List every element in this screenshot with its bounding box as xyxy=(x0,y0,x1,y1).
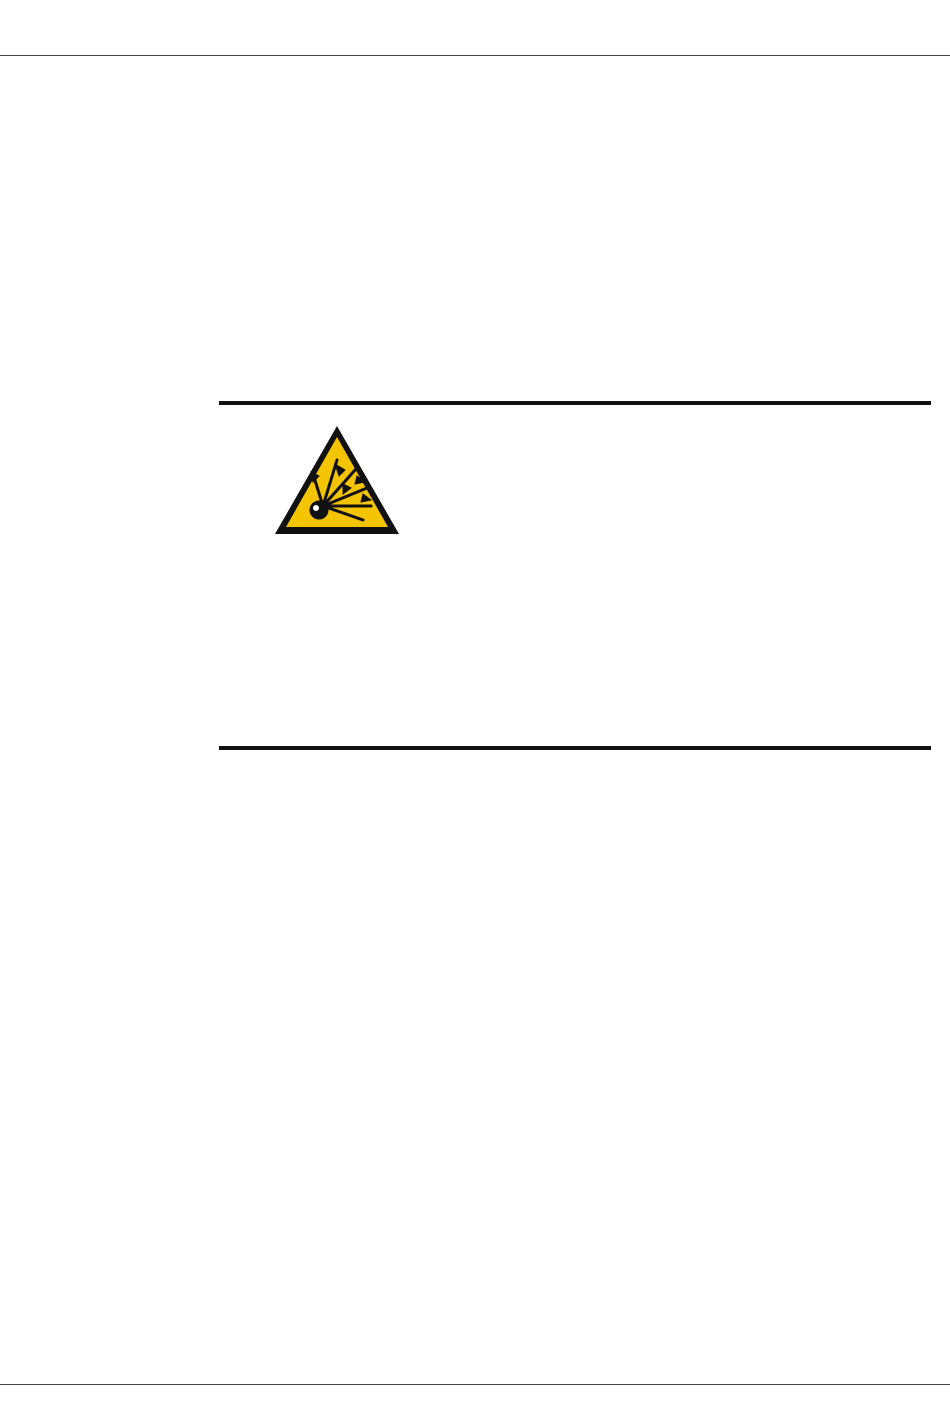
footer-divider xyxy=(0,1384,950,1385)
explosion-warning-icon xyxy=(273,424,401,536)
warning-top-rule xyxy=(219,401,931,405)
warning-bottom-rule xyxy=(219,746,931,750)
header-divider xyxy=(0,55,950,56)
